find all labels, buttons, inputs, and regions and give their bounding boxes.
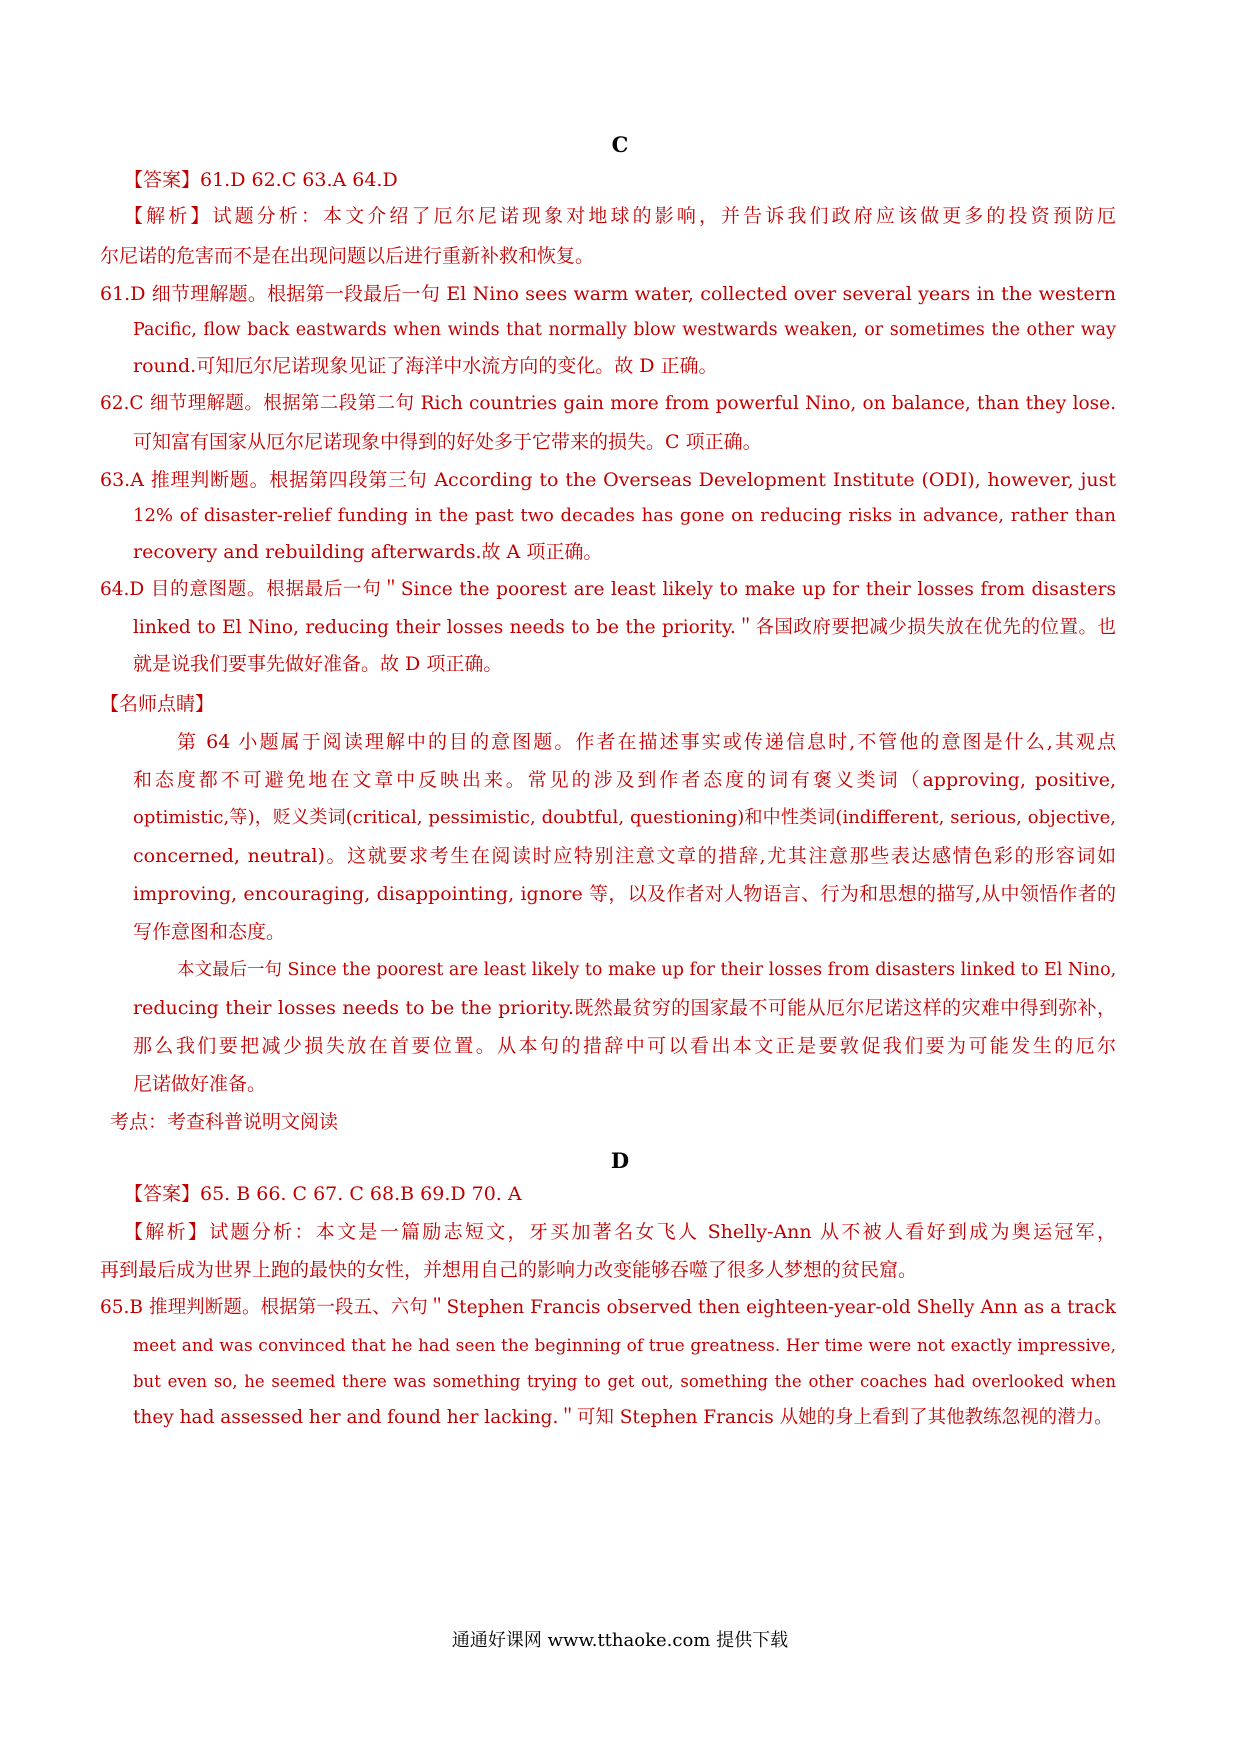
page-footer: 通通好课网 www.tthaoke.com 提供下载 xyxy=(451,1630,789,1651)
q63-line-2: 12% of disaster-relief funding in the past two decades has gone on reducing risks in advance, rather than xyxy=(133,505,1116,526)
section-c-topic: 考点：考查科普说明文阅读 xyxy=(110,1111,339,1133)
tips-para2-line-3: 那么我们要把减少损失放在首要位置。从本句的措辞中可以看出本文正是要敦促我们要为可能发生的厄尔 xyxy=(133,1035,1116,1057)
section-c-analysis-line-2: 尔尼诺的危害而不是在出现问题以后进行重新补救和恢复。 xyxy=(100,245,595,267)
section-d-answer: 【答案】65. B 66. C 67. C 68.B 69.D 70. A xyxy=(124,1183,522,1205)
tips-para1-line-4: concerned, neutral)。这就要求考生在阅读时应特别注意文章的措辞,尤其注意那些表达感情色彩的形容词如 xyxy=(133,845,1116,867)
tips-heading: 【名师点睛】 xyxy=(100,693,215,715)
section-d-analysis-line-2: 再到最后成为世界上跑的最快的女性，并想用自己的影响力改变能够吞噬了很多人梦想的贫民窟。 xyxy=(100,1259,918,1281)
section-d-analysis-line-1: 【解析】试题分析：本文是一篇励志短文，牙买加著名女飞人 Shelly-Ann 从不被人看好到成为奥运冠军， xyxy=(124,1221,1116,1243)
q64-line-2: linked to El Nino, reducing their losses needs to be the priority.＂各国政府要把减少损失放在优先的位置。也 xyxy=(133,617,1116,638)
q65-line-2: meet and was convinced that he had seen the beginning of true greatness. Her time were not exactly impressive, xyxy=(133,1336,1116,1356)
section-c-answer: 【答案】61.D 62.C 63.A 64.D xyxy=(124,169,398,191)
q62-line-1: 62.C 细节理解题。根据第二段第二句 Rich countries gain more from powerful Nino, on balance, than they lose. xyxy=(100,393,1116,414)
section-d-heading: D xyxy=(610,1148,630,1173)
tips-para1-line-6: 写作意图和态度。 xyxy=(133,921,286,943)
q64-line-3: 就是说我们要事先做好准备。故 D 项正确。 xyxy=(133,653,503,675)
q62-line-2: 可知富有国家从厄尔尼诺现象中得到的好处多于它带来的损失。C 项正确。 xyxy=(133,431,762,453)
q61-line-2: Pacific, flow back eastwards when winds that normally blow westwards weaken, or sometimes the other way xyxy=(133,320,1116,340)
tips-para2-line-1: 本文最后一句 Since the poorest are least likely to make up for their losses from disasters linked to El Nino, xyxy=(177,960,1117,980)
q65-line-4: they had assessed her and found her lacking.＂可知 Stephen Francis 从她的身上看到了其他教练忽视的潜力。 xyxy=(133,1407,1113,1428)
tips-para1-line-1: 第 64 小题属于阅读理解中的目的意图题。作者在描述事实或传递信息时,不管他的意图是什么,其观点 xyxy=(177,731,1116,753)
section-c-heading: C xyxy=(611,132,629,157)
q61-line-1: 61.D 细节理解题。根据第一段最后一句 El Nino sees warm water, collected over several years in the western xyxy=(100,283,1116,305)
section-c-analysis-line-1: 【解析】试题分析：本文介绍了厄尔尼诺现象对地球的影响，并告诉我们政府应该做更多的投资预防厄 xyxy=(124,205,1116,227)
q64-line-1: 64.D 目的意图题。根据最后一句＂Since the poorest are least likely to make up for their losses from disasters xyxy=(100,579,1116,600)
q61-line-3: round.可知厄尔尼诺现象见证了海洋中水流方向的变化。故 D 正确。 xyxy=(133,355,718,377)
tips-para2-line-2: reducing their losses needs to be the priority.既然最贫穷的国家最不可能从厄尔尼诺这样的灾难中得到弥补， xyxy=(133,997,1116,1019)
q65-line-3: but even so, he seemed there was something trying to get out, something the other coaches had overlooked when xyxy=(133,1372,1116,1391)
tips-para2-line-4: 尼诺做好准备。 xyxy=(133,1073,267,1095)
tips-para1-line-5: improving, encouraging, disappointing, ignore 等，以及作者对人物语言、行为和思想的描写,从中领悟作者的 xyxy=(133,883,1116,905)
q63-line-1: 63.A 推理判断题。根据第四段第三句 According to the Overseas Development Institute (ODI), however, just xyxy=(100,469,1116,491)
q63-line-3: recovery and rebuilding afterwards.故 A 项正确。 xyxy=(133,541,603,563)
tips-para1-line-3: optimistic,等)，贬义类词(critical, pessimistic, doubtful, questioning)和中性类词(indifferent, serious, objective, xyxy=(133,807,1116,828)
q65-line-1: 65.B 推理判断题。根据第一段五、六句＂Stephen Francis observed then eighteen-year-old Shelly Ann as a track xyxy=(100,1297,1116,1318)
tips-para1-line-2: 和态度都不可避免地在文章中反映出来。常见的涉及到作者态度的词有褒义类词（approving, positive, xyxy=(133,769,1116,791)
